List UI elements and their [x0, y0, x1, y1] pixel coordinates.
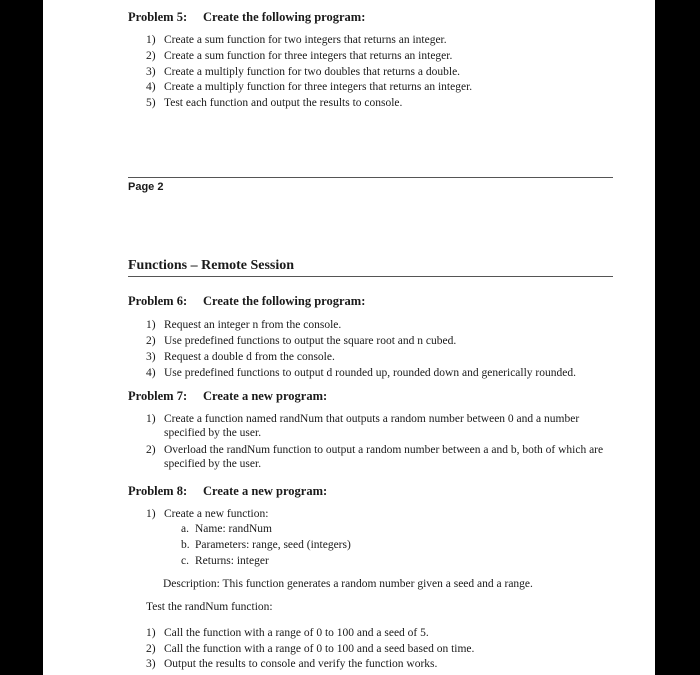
problem-5-heading — [128, 10, 365, 25]
problem-8-label: Problem 8: — [128, 484, 188, 498]
problem-6-label: Problem 6: — [128, 294, 188, 308]
problem-5-title: Create the following program: — [203, 10, 366, 24]
document-page — [43, 0, 655, 675]
list-item: 1) Create a sum function for two integers that returns an integer. — [146, 34, 447, 46]
list-item: 4) Use predefined functions to output d rounded up, rounded down and generically rounded. — [146, 367, 576, 379]
list-item: 2) Call the function with a range of 0 to 100 and a seed based on time. — [146, 643, 475, 655]
sub-list-item: a. Name: randNum — [181, 523, 272, 535]
list-item: 1) Create a function named randNum that outputs a random number between 0 and a number specified by the user. — [146, 413, 580, 439]
problem-7-label: Problem 7: — [128, 389, 188, 403]
list-item: 2) Overload the randNum function to output a random number between a and b, both of which are specified by the user. — [146, 444, 604, 470]
list-item: 3) Output the results to console and verify the function works. — [146, 658, 438, 670]
list-item: 4) Create a multiply function for three integers that returns an integer. — [146, 81, 473, 93]
sub-list-item: c. Returns: integer — [181, 555, 269, 567]
list-item: 5) Test each function and output the results to console. — [146, 97, 403, 109]
test-heading: Test the randNum function: — [146, 601, 273, 613]
list-item: 1) Request an integer n from the console. — [146, 319, 342, 331]
list-item: 3) Request a double d from the console. — [146, 351, 335, 363]
list-item: 3) Create a multiply function for two doubles that returns a double. — [146, 66, 461, 78]
problem-6-title: Create the following program: — [203, 294, 366, 308]
section-underline — [128, 276, 613, 277]
list-item: 2) Use predefined functions to output the square root and n cubed. — [146, 335, 457, 347]
problem-7-heading — [128, 389, 327, 404]
problem-5-label: Problem 5: — [128, 10, 188, 24]
section-title: Functions – Remote Session — [128, 258, 295, 273]
list-item: 1) Create a new function: — [146, 508, 269, 520]
page-divider — [128, 177, 613, 178]
sub-list-item: b. Parameters: range, seed (integers) — [181, 539, 351, 551]
page-number: Page 2 — [128, 181, 164, 193]
list-item: 2) Create a sum function for three integers that returns an integer. — [146, 50, 453, 62]
function-description: Description: This function generates a random number given a seed and a range. — [163, 578, 533, 590]
list-item: 1) Call the function with a range of 0 to 100 and a seed of 5. — [146, 627, 429, 639]
problem-7-title: Create a new program: — [203, 389, 328, 403]
problem-8-title: Create a new program: — [203, 484, 328, 498]
problem-6-heading — [128, 294, 365, 309]
problem-8-heading — [128, 484, 327, 499]
